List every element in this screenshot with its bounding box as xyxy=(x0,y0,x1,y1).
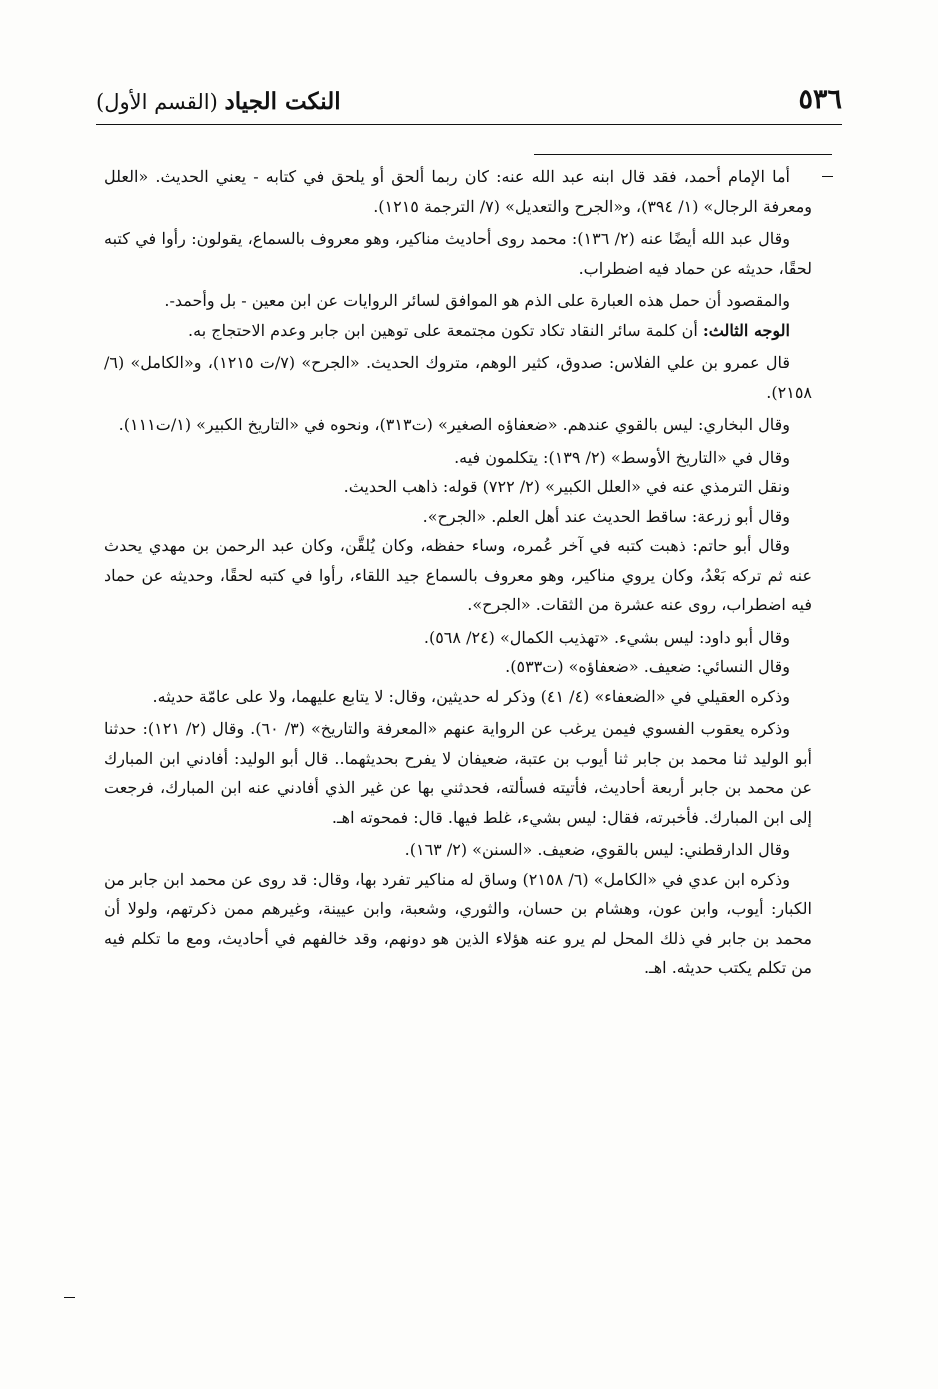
book-title: النكت الجياد xyxy=(224,88,341,115)
margin-mark-top xyxy=(822,176,833,177)
paragraph: ونقل الترمذي عنه في «العلل الكبير» (٢/ ٧٢٢) قوله: ذاهب الحديث. xyxy=(343,477,790,496)
third-aspect-text: أن كلمة سائر النقاد تكاد تكون مجتمعة على توهين ابن جابر وعدم الاحتجاج به. xyxy=(188,320,698,340)
paragraph: وقال البخاري: ليس بالقوي عندهم. «ضعفاؤه الصغير» (ت٣١٣)، ونحوه في «التاريخ الكبير» (١/ت١١١). xyxy=(118,415,790,434)
paragraph: أما الإمام أحمد، فقد قال ابنه عبد الله عنه: كان ربما ألحق أو يلحق في كتابه - يعني الحديث. «العلل ومعرفة الرجال» (١/ ٣٩٤)، و«الجرح والتعديل» (٧/ الترجمة ١٢١٥). xyxy=(104,167,812,216)
page-body xyxy=(104,162,812,986)
paragraph: وقال عبد الله أيضًا عنه (٢/ ١٣٦): محمد روى أحاديث مناكير، وهو معروف بالسماع، يقولون: رأوا في كتبه لحقًا، حديثه عن حماد فيه اضطراب. xyxy=(104,229,812,278)
page-number: ٥٣٦ xyxy=(798,84,842,115)
header-rule xyxy=(96,124,842,125)
paragraph: وقال أبو حاتم: ذهبت كتبه في آخر عُمره، وساء حفظه، وكان يُلقَّن، وكان عبد الرحمن بن مهدي يحدث عنه ثم تركه بَعْدُ، وكان يروي مناكير، وهو معروف بالسماع جيد اللقاء، رأوا في كتبه لحقًا، وحديثه عن حماد فيه اضطراب، روى عنه عشرة من الثقات. «الجرح». xyxy=(104,536,812,614)
paragraph: وقال أبو داود: ليس بشيء. «تهذيب الكمال» (٢٤/ ٥٦٨). xyxy=(423,627,790,647)
paragraph: والمقصود أن حمل هذه العبارة على الذم هو الموافق لسائر الروايات عن ابن معين - بل وأحمد-. xyxy=(164,291,790,310)
paragraph: وذكره ابن عدي في «الكامل» (٦/ ٢١٥٨) وساق له مناكير تفرد بها، وقال: قد روى عن محمد ابن جابر من الكبار: أيوب، وابن عون، وهشام بن حسان، والثوري، وشعبة، وابن عيينة، وغيرهم ممن ذكرتهم، ولولا أن محمد بن جابر في ذلك المحل لم يرو عنه هؤلاء الذين هو دونهم، وقد خالفهم في أحاديث، ومع ما تكلم فيه من تكلم يكتب حديثه. اهـ. xyxy=(104,869,812,977)
margin-mark-bottom xyxy=(64,1297,75,1298)
third-aspect-paragraph xyxy=(104,316,812,346)
paragraph: وقال النسائي: ضعيف. «ضعفاؤه» (ت٥٣٣). xyxy=(505,657,790,676)
section-label: (القسم الأول) xyxy=(96,90,218,114)
paragraph: وقال أبو زرعة: ساقط الحديث عند أهل العلم. «الجرح». xyxy=(422,506,790,526)
running-title xyxy=(96,88,341,115)
paragraph: وذكره العقيلي في «الضعفاء» (٤/ ٤١) وذكر له حديثين، وقال: لا يتابع عليهما، ولا على عامّة حديثه. xyxy=(152,686,790,706)
paragraph: قال عمرو بن علي الفلاس: صدوق، كثير الوهم، متروك الحديث. «الجرح» (٧/ت ١٢١٥)، و«الكامل» (٦/ ٢١٥٨). xyxy=(104,353,812,402)
paragraph: وذكره يعقوب الفسوي فيمن يرغب عن الرواية عنهم «المعرفة والتاريخ» (٣/ ٦٠). وقال (٢/ ١٢١): حدثنا أبو الوليد ثنا محمد بن جابر ثنا أيوب بن عتبة، ضعيفان لا يفرح بحديثهما.. قال أبو الوليد: أفادني ابن المبارك عن محمد بن جابر أربعة أحاديث، فأتيته فسألته، فحدثني بها عن غير الذي أفادني عنه ابن المبارك، فرجعت إلى ابن المبارك. فأخبرته، فقال: ليس بشيء، غلط فيها. قال: فمحوته اهـ. xyxy=(104,719,813,827)
paragraph: وقال في «التاريخ الأوسط» (٢/ ١٣٩): يتكلمون فيه. xyxy=(454,447,790,467)
paragraph: وقال الدارقطني: ليس بالقوي، ضعيف. «السنن» (٢/ ١٦٣). xyxy=(404,840,790,859)
page-header xyxy=(96,78,842,122)
third-aspect-label: الوجه الثالث: xyxy=(702,320,790,340)
footnote-separator xyxy=(534,154,832,155)
